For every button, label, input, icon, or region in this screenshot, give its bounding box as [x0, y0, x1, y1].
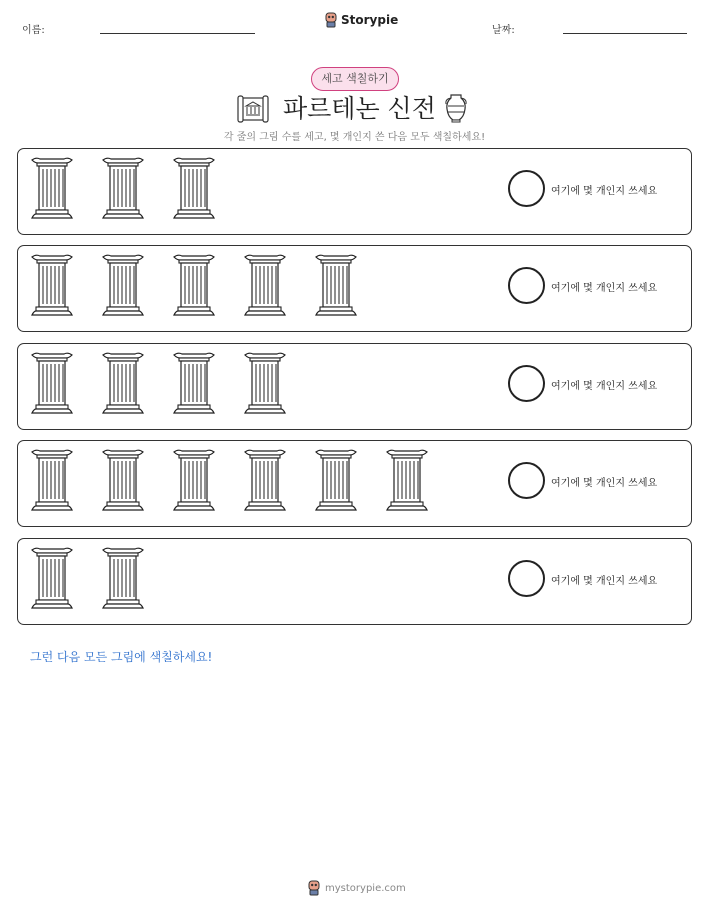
title-row	[0, 91, 709, 127]
page-title: 파르테논 신전	[283, 94, 436, 123]
greek-pillar-icon	[30, 253, 74, 319]
name-label: 이름:	[22, 25, 45, 36]
greek-pillar-icon	[172, 351, 216, 417]
answer-prompt: 여기에 몇 개인지 쓰세요	[551, 478, 658, 489]
footer	[307, 880, 406, 896]
coloring-instruction: 그런 다음 모든 그림에 색칠하세요!	[30, 650, 213, 664]
answer-prompt: 여기에 몇 개인지 쓰세요	[551, 576, 658, 587]
answer-circle[interactable]	[508, 170, 545, 207]
answer-circle[interactable]	[508, 560, 545, 597]
counting-row	[17, 343, 692, 430]
activity-badge: 세고 색칠하기	[311, 67, 399, 91]
subtitle: 각 줄의 그림 수를 세고, 몇 개인지 쓴 다음 모두 색칠하세요!	[223, 132, 486, 143]
greek-pillar-icon	[101, 156, 145, 222]
counting-row	[17, 440, 692, 527]
brand-name: Storypie	[341, 13, 399, 27]
greek-pillar-icon	[101, 351, 145, 417]
date-line[interactable]	[563, 33, 687, 34]
answer-prompt: 여기에 몇 개인지 쓰세요	[551, 381, 658, 392]
counting-row	[17, 245, 692, 332]
greek-pillar-icon	[30, 351, 74, 417]
name-line[interactable]	[100, 33, 255, 34]
greek-pillar-icon	[101, 448, 145, 514]
answer-prompt: 여기에 몇 개인지 쓰세요	[551, 186, 658, 197]
greek-pillar-icon	[30, 546, 74, 612]
answer-circle[interactable]	[508, 365, 545, 402]
footer-url: mystorypie.com	[325, 882, 406, 894]
brand-logo	[324, 12, 398, 28]
answer-prompt: 여기에 몇 개인지 쓰세요	[551, 283, 658, 294]
greek-pillar-icon	[385, 448, 429, 514]
greek-pillar-icon	[243, 448, 287, 514]
greek-pillar-icon	[101, 253, 145, 319]
greek-pillar-icon	[172, 156, 216, 222]
greek-pillar-icon	[172, 448, 216, 514]
date-label: 날짜:	[492, 25, 515, 36]
greek-pillar-icon	[314, 448, 358, 514]
greek-pillar-icon	[243, 351, 287, 417]
answer-circle[interactable]	[508, 462, 545, 499]
greek-pillar-icon	[314, 253, 358, 319]
greek-pillar-icon	[172, 253, 216, 319]
scroll-parthenon-icon	[237, 94, 269, 124]
storypie-mascot-icon	[324, 12, 338, 28]
counting-row	[17, 538, 692, 625]
greek-pillar-icon	[30, 448, 74, 514]
greek-pillar-icon	[101, 546, 145, 612]
greek-pillar-icon	[243, 253, 287, 319]
greek-pillar-icon	[30, 156, 74, 222]
storypie-mascot-icon	[307, 880, 321, 896]
greek-vase-icon	[443, 93, 469, 123]
counting-row	[17, 148, 692, 235]
answer-circle[interactable]	[508, 267, 545, 304]
